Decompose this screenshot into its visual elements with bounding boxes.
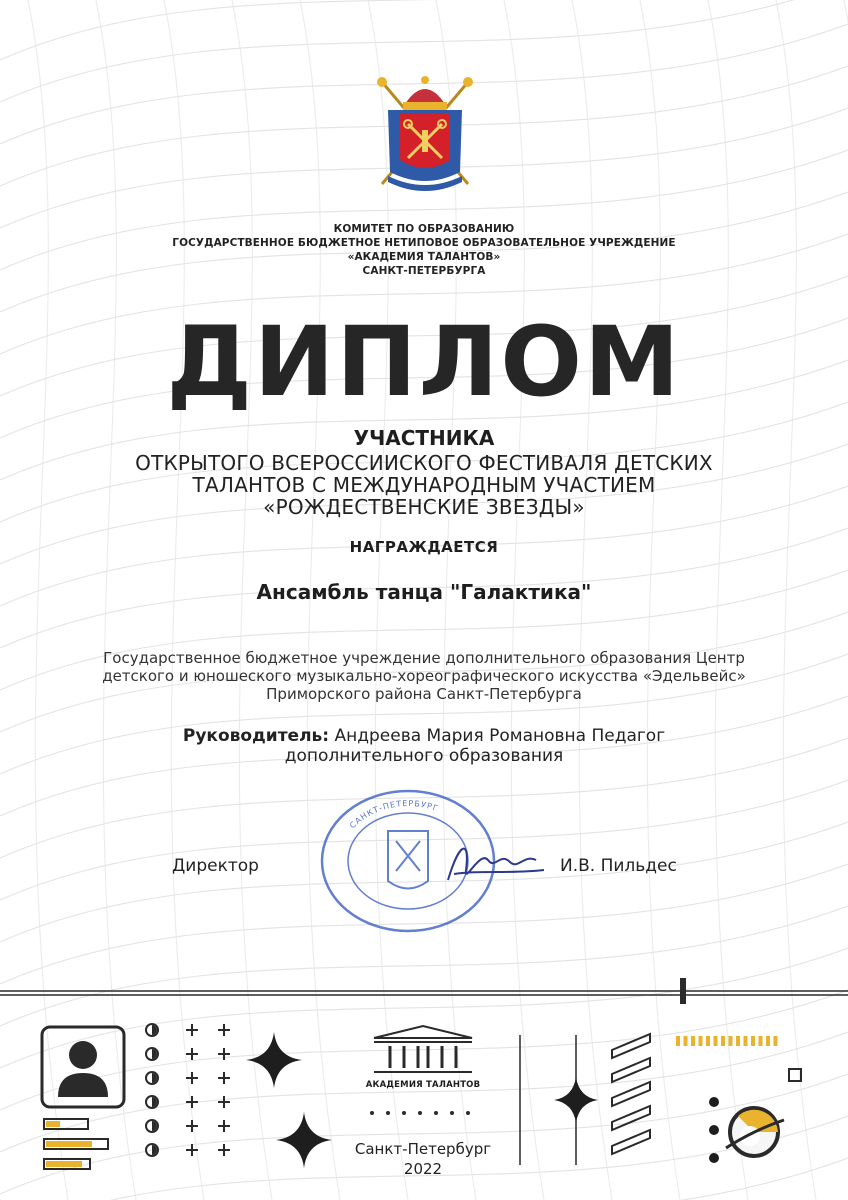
participant-label: УЧАСТНИКА	[353, 426, 495, 450]
leader-text: Андреева Мария Романовна Педагог	[334, 726, 666, 746]
director-name: И.В. Пильдес	[560, 856, 677, 876]
institution-text	[0, 649, 848, 703]
decor-zigzag	[604, 1030, 664, 1170]
institution-line: детского и юношеского музыкально-хореографического искусства «Эдельвейс»	[102, 667, 746, 685]
festival-name	[0, 452, 848, 518]
organization-header	[0, 222, 848, 278]
awardee-name: Ансамбль танца "Галактика"	[256, 580, 592, 604]
academy-logo-text: АКАДЕМИЯ ТАЛАНТОВ	[365, 1080, 481, 1090]
org-line: САНКТ-ПЕТЕРБУРГА	[362, 265, 486, 277]
academy-building-icon	[368, 1022, 478, 1082]
footer-divider	[0, 976, 848, 1006]
diploma-title: ДИПЛОМ	[166, 306, 682, 418]
org-line: «АКАДЕМИЯ ТАЛАНТОВ»	[347, 251, 501, 263]
decor-square	[788, 1068, 804, 1084]
institution-line: Государственное бюджетное учреждение дополнительного образования Центр	[103, 649, 745, 667]
festival-line: ОТКРЫТОГО ВСЕРОССИИСКОГО ФЕСТИВАЛЯ ДЕТСКИХ	[135, 451, 713, 475]
planet-icon	[700, 1090, 800, 1180]
decor-right-lines	[510, 1025, 610, 1175]
leader-block	[0, 726, 848, 766]
org-line: КОМИТЕТ ПО ОБРАЗОВАНИЮ	[333, 223, 515, 235]
leader-label: Руководитель:	[182, 726, 330, 746]
coat-of-arms-icon	[370, 72, 480, 192]
signature-icon	[440, 830, 550, 900]
decor-dots-and-pluses	[140, 1022, 240, 1172]
user-avatar-icon	[40, 1025, 130, 1170]
festival-line: ТАЛАНТОВ С МЕЖДУНАРОДНЫМ УЧАСТИЕМ	[192, 473, 656, 497]
leader-text-2: дополнительного образования	[284, 746, 564, 766]
stamp-text: САНКТ-ПЕТЕРБУРГ	[347, 798, 440, 831]
org-line: ГОСУДАРСТВЕННОЕ БЮДЖЕТНОЕ НЕТИПОВОЕ ОБРАЗОВАТЕЛЬНОЕ УЧРЕЖДЕНИЕ	[172, 237, 676, 249]
decor-gold-bar	[676, 1036, 786, 1048]
footer-city: Санкт-Петербург	[354, 1140, 492, 1158]
institution-line: Приморского района Санкт-Петербурга	[266, 685, 582, 703]
decor-dot-row	[366, 1108, 482, 1118]
festival-line: «РОЖДЕСТВЕНСКИЕ ЗВЕЗДЫ»	[263, 495, 585, 519]
sparkle-icon	[244, 1030, 304, 1090]
sparkle-icon	[274, 1110, 334, 1170]
awarded-label: НАГРАЖДАЕТСЯ	[349, 538, 499, 556]
director-label: Директор	[172, 856, 259, 876]
footer-year: 2022	[403, 1160, 443, 1178]
